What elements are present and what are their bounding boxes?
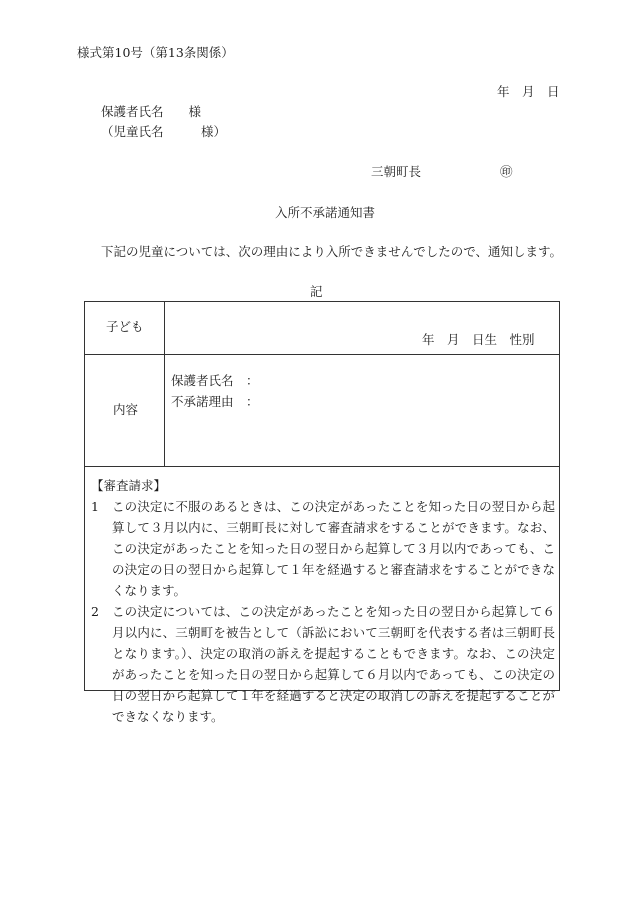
child-label: 子ども — [106, 319, 144, 334]
issuer-name: 三朝町長 — [371, 164, 422, 179]
column-divider — [164, 302, 165, 466]
review-item — [91, 601, 555, 727]
notice-table — [84, 301, 560, 724]
review-item-text: この決定に不服のあるときは、この決定があったことを知った日の翌日から起算して３月以内に、三朝町長に対して審査請求をすることができます。なお、この決定があったことを知った日の翌日から起算して３月以内であっても、この決定の日の翌日から起算して１年を経過すると審査請求をすることができなくなります。 — [112, 499, 555, 598]
content-label: 内容 — [113, 402, 139, 417]
recipient-child: （児童氏名 様） — [101, 124, 227, 139]
seal-mark: ㊞ — [500, 164, 513, 179]
ki-marker: 記 — [310, 284, 323, 299]
review-item — [91, 496, 555, 601]
recipient-guardian: 保護者氏名 様 — [101, 104, 202, 119]
review-heading: 【審査請求】 — [91, 478, 167, 493]
child-birth-gender: 年 月 日生 性別 — [422, 332, 535, 347]
intro-text: 下記の児童については、次の理由により入所できませんでしたので、通知します。 — [101, 244, 563, 259]
guardian-name-field: 保護者氏名 ： — [171, 373, 259, 388]
review-section — [85, 466, 559, 724]
document-title: 入所不承諾通知書 — [275, 205, 376, 220]
issue-date: 年 月 日 — [497, 84, 560, 99]
review-item-number: 2 — [91, 604, 99, 619]
form-number: 様式第10号（第13条関係） — [77, 45, 234, 60]
review-block — [91, 475, 555, 727]
review-item-number: 1 — [91, 499, 99, 514]
row-divider — [85, 354, 559, 355]
rejection-reason-field: 不承諾理由 ： — [171, 394, 259, 409]
review-item-text: この決定については、この決定があったことを知った日の翌日から起算して６月以内に、三朝町を被告として（訴訟において三朝町を代表する者は三朝町長となります。）、決定の取消の訴えを提起することもできます。なお、この決定があったことを知った日の翌日から起算して６月以内であっても、この決定の日の翌日から起算して１年を経過すると決定の取消しの訴えを提起することができなくなります。 — [112, 604, 555, 724]
